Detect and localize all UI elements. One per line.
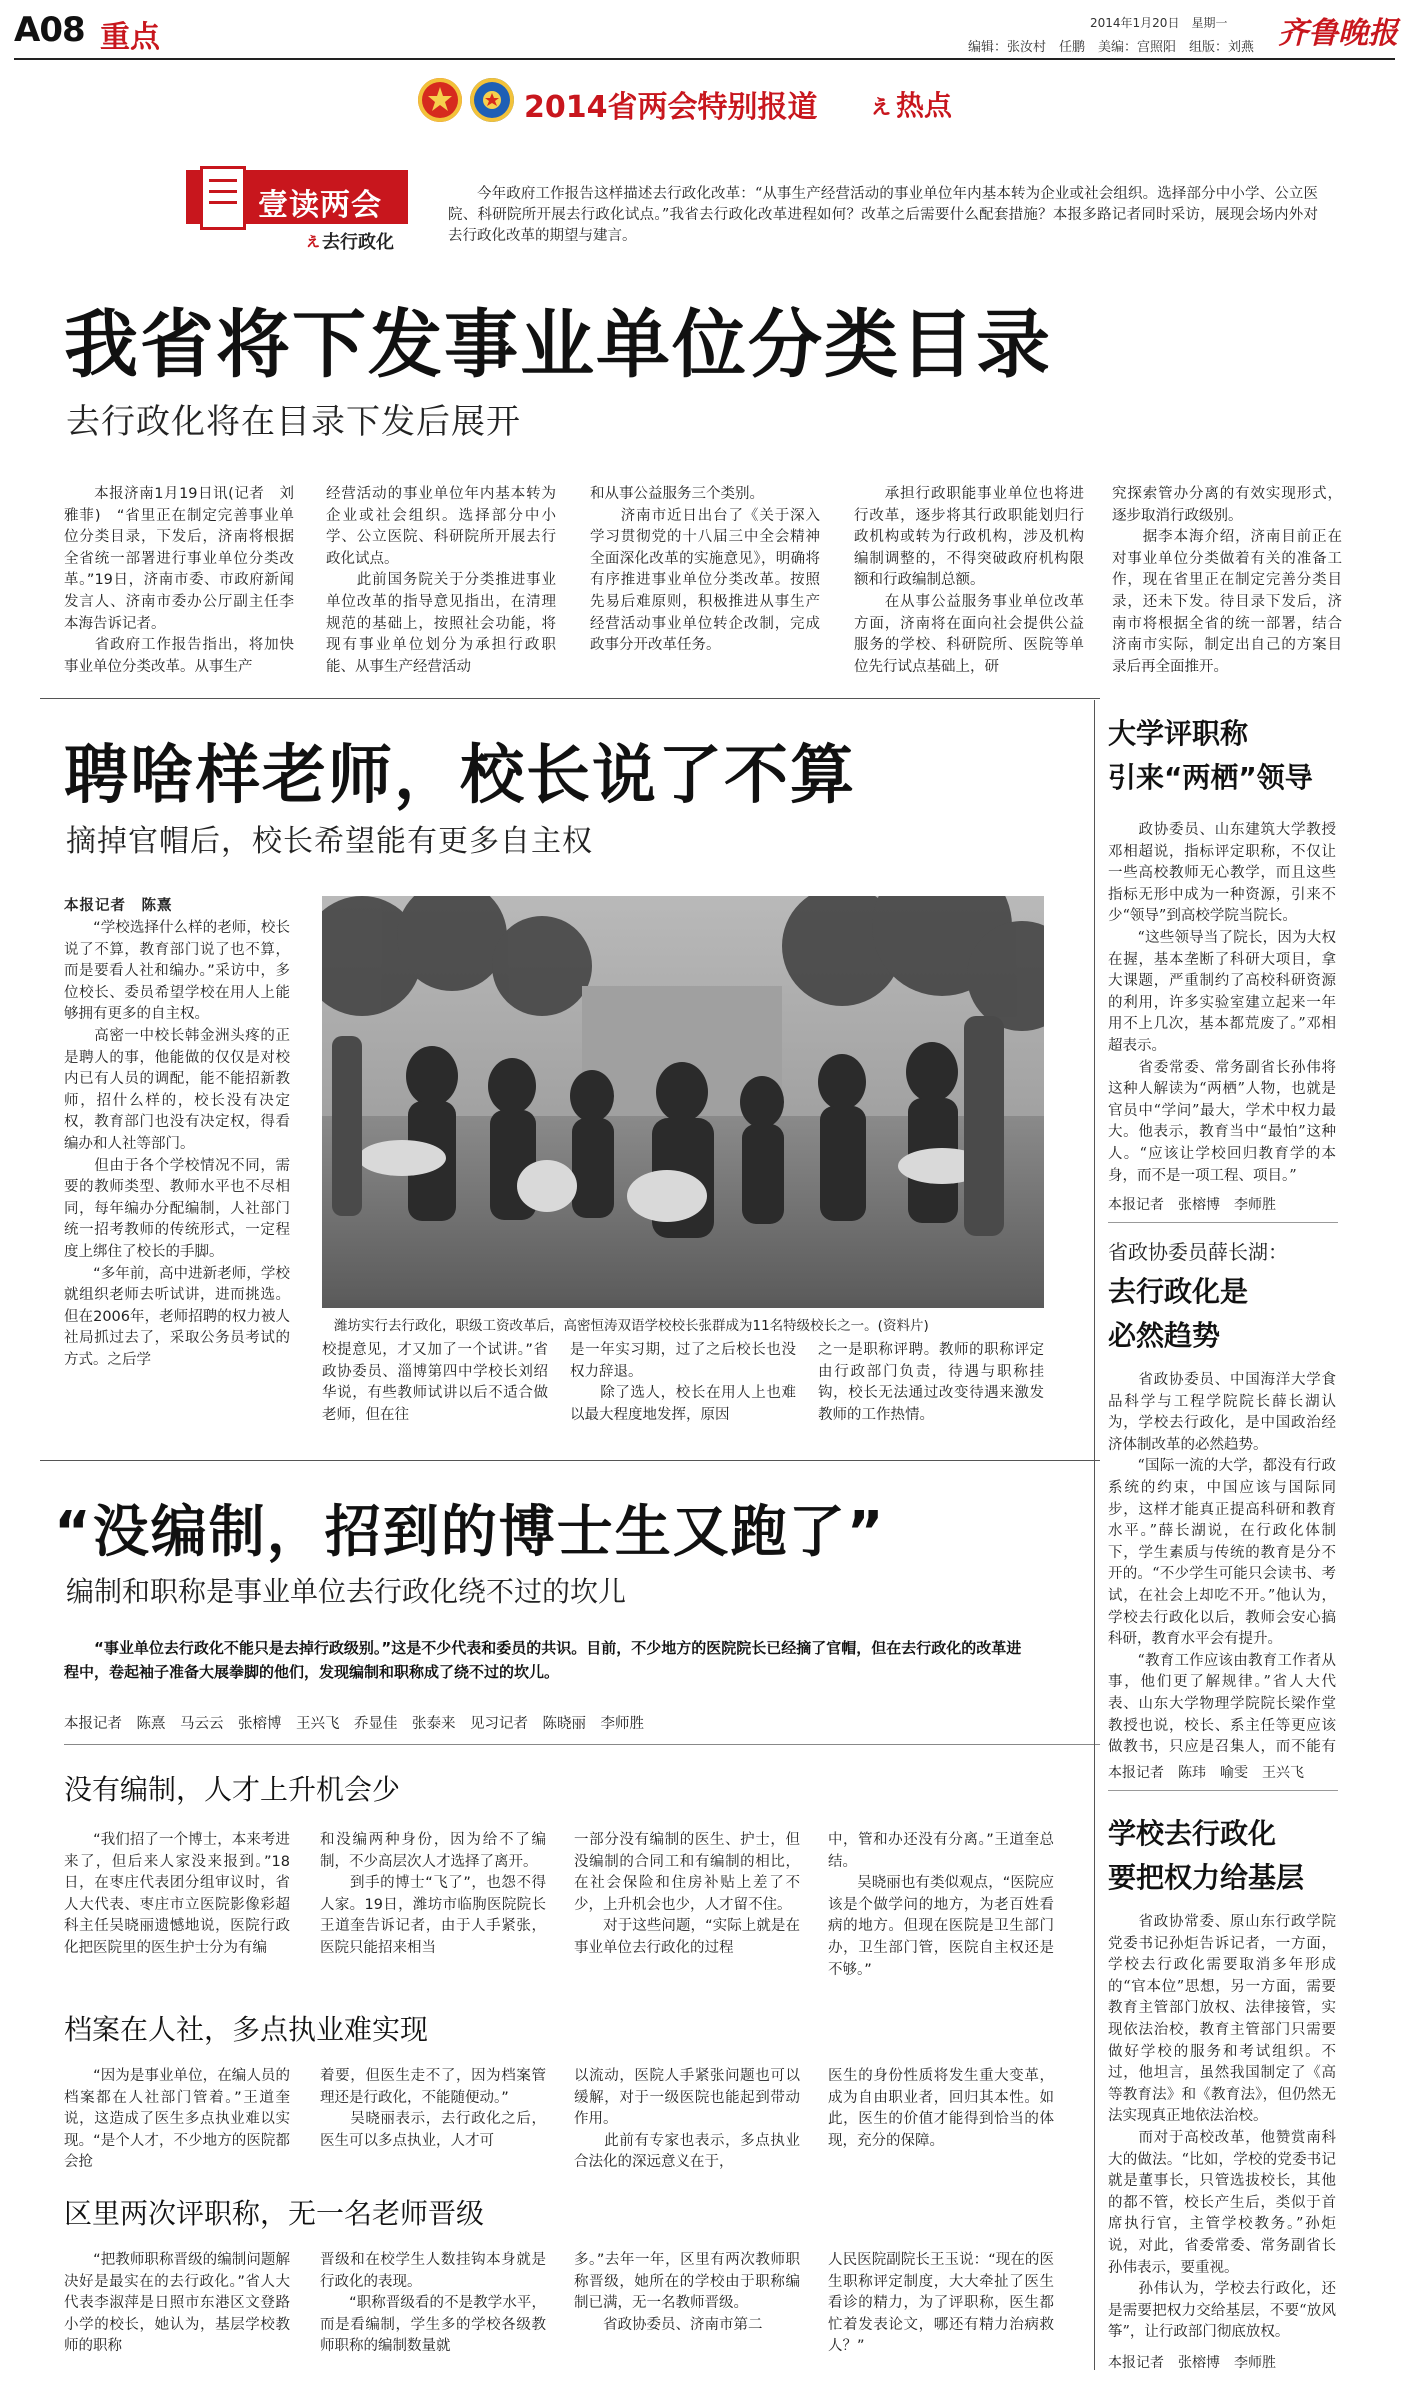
special-banner [0, 60, 1409, 146]
story1-subhead: 去行政化将在目录下发后展开 [66, 402, 521, 442]
story3-s1-col-2: 和没编两种身份，因为给不了编制，不少高层次人才选择了离开。 到手的博士“飞了”，也怨不得人家。19日，潍坊市临朐医院院长王道奎告诉记者，由于人手紧张，医院只能招来相当 [320, 1832, 546, 1956]
story1-col-1: 本报济南1月19日讯(记者 刘雅菲) “省里正在制定完善事业单位分类目录，下发后，济南将根据全省统一部署进行事业单位分类改革。”19日，济南市委、市政府新闻发言人、济南市委办公厅副主任李本海告诉记者。 省政府工作报告指出，将加快事业单位分类改革。从事生产 [64, 486, 294, 675]
banner-title: 2014省两会特别报道 [524, 90, 818, 125]
flame-icon: ぇ [868, 90, 895, 120]
story3-s3-col-1: “把教师职称晋级的编制问题解决好是最实在的去行政化。”省人大代表李淑萍是日照市东港区文登路小学的校长，她认为，基层学校教师的职称 [64, 2252, 290, 2355]
sidebar3-byline: 本报记者 张榕博 李师胜 [1108, 2355, 1276, 2371]
story3-lead: “事业单位去行政化不能只是去掉行政级别。”这是不少代表和委员的共识。目前，不少地方的医院院长已经摘了官帽，但在去行政化的改革进程中，卷起袖子准备大展拳脚的他们，发现编制和职称成了绕不过的坎儿。 [64, 1639, 1022, 1681]
sidebar1-title2: 引来“两栖”领导 [1108, 761, 1313, 794]
logo-sub-mark: ぇ [304, 230, 322, 251]
story2-byline: 本报记者 陈熹 [64, 898, 173, 914]
story2-col-3: 是一年实习期，过了之后校长也没权力辞退。 除了选人，校长在用人上也难以最大程度地发挥，原因 [570, 1342, 796, 1423]
cppcc-emblem-icon [470, 78, 514, 122]
story1-col-4: 承担行政职能事业单位也将进行改革，逐步将其行政职能划归行政机构或转为行政机构，涉及机构编制调整的，不得突破政府机构限额和行政编制总额。 在从事公益服务事业单位改革方面，济南将在面向社会提供公益服务的学校、科研院所、医院等单位先行试点基础上，研 [854, 486, 1084, 675]
story3-headline: “没编制，招到的博士生又跑了” [54, 1500, 886, 1565]
section-name: 重点 [100, 20, 160, 55]
story3-byline: 本报记者 陈熹 马云云 张榕博 王兴飞 乔显佳 张泰来 见习记者 陈晓丽 李师胜 [64, 1716, 644, 1732]
story3-s2-col-2: 着要，但医生走不了，因为档案管理还是行政化，不能随便动。” 吴晓丽表示，去行政化之后，医生可以多点执业，人才可 [320, 2068, 546, 2149]
story3-subhead: 编制和职称是事业单位去行政化绕不过的坎儿 [66, 1575, 627, 1608]
story3-s3-col-4: 人民医院副院长王玉说：“现在的医生职称评定制度，大大牵扯了医生看诊的精力，为了评职称，医生都忙着发表论文，哪还有精力治病救人？” [828, 2252, 1054, 2355]
date-line: 2014年1月20日 星期一 [1090, 16, 1228, 30]
story2-photo-caption: 潍坊实行去行政化，职级工资改革后，高密恒涛双语学校校长张群成为11名特级校长之一。(资料片) [334, 1318, 929, 1334]
staff-line: 编辑：张汝村 任鹏 美编：宫照阳 组版：刘燕 [968, 40, 1255, 55]
sidebar2-byline: 本报记者 陈玮 喻雯 王兴飞 [1108, 1765, 1304, 1781]
story3-section2-title: 档案在人社，多点执业难实现 [64, 2013, 429, 2046]
story1-divider [40, 698, 1100, 699]
story3-s3-col-2: 晋级和在校学生人数挂钩本身就是行政化的表现。 “职称晋级看的不是教学水平，而是看编制，学生多的学校各级教师职称的编制数量就 [320, 2252, 546, 2355]
intro-lead: 今年政府工作报告这样描述去行政化改革：“从事生产经营活动的事业单位年内基本转为企业或社会组织。选择部分中小学、公立医院、科研院所开展去行政化试点。”我省去行政化改革进程如何？改革之后需要什么配套措施？本报多路记者同时采访，展现会场内外对去行政化改革的期望与建言。 [448, 186, 1318, 244]
story1-col-5: 究探索管办分离的有效实现形式，逐步取消行政级别。 据李本海介绍，济南目前正在对事业单位分类做着有关的准备工作，现在省里正在制定完善分类目录，还未下发。待目录下发后，济南市将根据全省的统一部署，结合济南市实际，制定出自己的方案目录后再全面推开。 [1112, 486, 1342, 675]
story3-s1-col-4: 中，管和办还没有分离。”王道奎总结。 吴晓丽也有类似观点，“医院应该是个做学问的地方，为老百姓看病的地方。但现在医院是卫生部门办，卫生部门管，医院自主权还是不够。” [828, 1832, 1054, 1978]
notebook-icon [200, 166, 246, 230]
yidu-logo [186, 166, 410, 253]
sidebar3-title1: 学校去行政化 [1108, 1817, 1277, 1850]
sidebar-divider [1094, 700, 1095, 2370]
story2-col-4: 之一是职称评聘。教师的职称评定由行政部门负责，待遇与职称挂钩，校长无法通过改变待遇来激发教师的工作热情。 [818, 1342, 1044, 1423]
sidebar1-title1: 大学评职称 [1108, 717, 1249, 750]
story3-s1-col-1: “我们招了一个博士，本来考进来了，但后来人家没来报到。”18日，在枣庄代表团分组审议时，省人大代表、枣庄市立医院影像彩超科主任吴晓丽遗憾地说，医院行政化把医院里的医生护士分为有编 [64, 1832, 290, 1956]
story1-col-3: 和从事公益服务三个类别。 济南市近日出台了《关于深入学习贯彻党的十八届三中全会精神全面深化改革的实施意见》，明确将有序推进事业单位分类改革。按照先易后难原则，积极推进从事生产经营活动事业单位转企改制，完成政事分开改革任务。 [590, 486, 820, 654]
story3-s3-col-3: 多。”去年一年，区里有两次教师职称晋级，她所在的学校由于职称编制已满，无一名教师晋级。 省政协委员、济南市第二 [574, 2252, 800, 2333]
logo-sub: 去行政化 [322, 232, 394, 253]
sidebar1-body: 政协委员、山东建筑大学教授邓相超说，指标评定职称，不仅让一些高校教师无心教学，而且这些指标无形中成为一种资源，引来不少“领导”到高校学院当院长。 “这些领导当了院长，因为大权在握，基本垄断了科研大项目，拿大课题，严重制约了高校科研资源的利用，许多实验室建立起来一年用不上几次，基本都荒废了。”邓相超表示。 省委常委、常务副省长孙伟将这种人解读为“两栖”人物，也就是官员中“学问”最大，学术中权力最大。他表示，教育当中“最怕”这种人。“应该让学校回归教育学的本身，而不是一项工程、项目。” [1108, 822, 1336, 1184]
story3-s2-col-3: 以流动，医院人手紧张问题也可以缓解，对于一级医院也能起到带动作用。 此前有专家也表示，多点执业合法化的深远意义在于， [574, 2068, 800, 2171]
story2-photo [322, 896, 1044, 1308]
story3-section3-title: 区里两次评职称，无一名老师晋级 [64, 2197, 485, 2230]
page-code: A08 [14, 10, 85, 50]
emblem-icon [418, 78, 462, 122]
story2-subhead: 摘掉官帽后，校长希望能有更多自主权 [66, 824, 593, 859]
sidebar1-byline: 本报记者 张榕博 李师胜 [1108, 1197, 1276, 1213]
sidebar3-title2: 要把权力给基层 [1108, 1861, 1305, 1894]
story3-byline-rule [64, 1744, 1100, 1745]
story3-s2-col-1: “因为是事业单位，在编人员的档案都在人社部门管着。”王道奎说，这造成了医生多点执业难以实现。“是个人才，不少地方的医院都会抢 [64, 2068, 290, 2171]
story3-section1-title: 没有编制，人才上升机会少 [64, 1773, 401, 1806]
banner-tag: 热点 [896, 89, 953, 122]
sidebar2-rule [1108, 1790, 1338, 1791]
story2-headline: 聘啥样老师，校长说了不算 [64, 739, 856, 813]
sidebar3-body: 省政协常委、原山东行政学院党委书记孙炬告诉记者，一方面，学校去行政化需要取消多年形成的“官本位”思想，另一方面，需要教育主管部门放权、法律接管，实现依法治校，教育主管部门只需要做好学校的服务和考试组织。不过，他坦言，虽然我国制定了《高等教育法》和《教育法》，但仍然无法实现真正地依法治校。 而对于高校改革，他赞赏南科大的做法。“比如，学校的党委书记就是董事长，只管选拔校长，其他的都不管，校长产生后，类似于首席执行官，主管学校教务。”孙炬说，对此，省委常委、常务副省长孙伟表示，要重视。 孙伟认为，学校去行政化，还是需要把权力交给基层，不要“放风筝”，让行政部门彻底放权。 [1108, 1914, 1336, 2341]
logo-main: 壹读两会 [258, 188, 382, 223]
page-header [0, 0, 1409, 60]
sidebar1-rule [1108, 1222, 1338, 1223]
story3-s2-col-4: 医生的身份性质将发生重大变革，成为自由职业者，回归其本性。如此，医生的价值才能得到恰当的体现，充分的保障。 [828, 2068, 1054, 2149]
story2-col-1: “学校选择什么样的老师，校长说了不算，教育部门说了也不算，而是要看人社和编办。”采访中，多位校长、委员希望学校在用人上能够拥有更多的自主权。 高密一中校长韩金洲头疼的正是聘人的事，他能做的仅仅是对校内已有人员的调配，能不能招新教师，招什么样的，校长没有决定权，教育部门也没有决定权，得看编办和人社等部门。 但由于各个学校情况不同，需要的教师类型、教师水平也不尽相同，每年编办分配编制，人社部门统一招考教师的传统形式，一定程度上绑住了校长的手脚。 “多年前，高中进新老师，学校就组织老师去听试讲，进而挑选。但在2006年，老师招聘的权力被人社局抓过去了，采取公务员考试的方式。之后学 [64, 920, 290, 1368]
sidebar2-title2: 必然趋势 [1108, 1319, 1221, 1352]
brand-logo: 齐鲁晚报 [1278, 16, 1398, 51]
sidebar2-label: 省政协委员薛长湖： [1108, 1240, 1288, 1264]
story1-headline: 我省将下发事业单位分类目录 [64, 302, 1052, 388]
story3-s1-col-3: 一部分没有编制的医生、护士，但没编制的合同工和有编制的相比，在社会保险和住房补贴上差了不少，上升机会也少，人才留不住。 对于这些问题，“实际上就是在事业单位去行政化的过程 [574, 1832, 800, 1956]
story2-col-2: 校提意见，才又加了一个试讲。”省政协委员、淄博第四中学校长刘绍华说，有些教师试讲以后不适合做老师，但在往 [322, 1342, 548, 1423]
sidebar2-title1: 去行政化是 [1108, 1275, 1249, 1308]
sidebar2-body: 省政协委员、中国海洋大学食品科学与工程学院院长薛长湖认为，学校去行政化，是中国政治经济体制改革的必然趋势。 “国际一流的大学，都没有行政系统的约束，中国应该与国际同步，这样才能真正提高科研和教育水平。”薛长湖说，在行政化体制下，学生素质与传统的教育是分不开的。“不少学生可能只会读书、考试，在社会上却吃不开。”他认为，学校去行政化以后，教师会安心搞科研，教育水平会有提升。 “教育工作应该由教育工作者从事，他们更了解规律。”省人大代表、山东大学物理学院院长梁作堂教授也说，校长、系主任等更应该做教书，只应是召集人，而不能有 [1108, 1372, 1336, 1756]
story1-col-2: 经营活动的事业单位年内基本转为企业或社会组织。选择部分中小学、公立医院、科研院所开展去行政化试点。 此前国务院关于分类推进事业单位改革的指导意见指出，在清理规范的基础上，按照社会功能，将现有事业单位划分为承担行政职能、从事生产经营活动 [326, 486, 556, 675]
story2-divider [40, 1460, 1100, 1461]
